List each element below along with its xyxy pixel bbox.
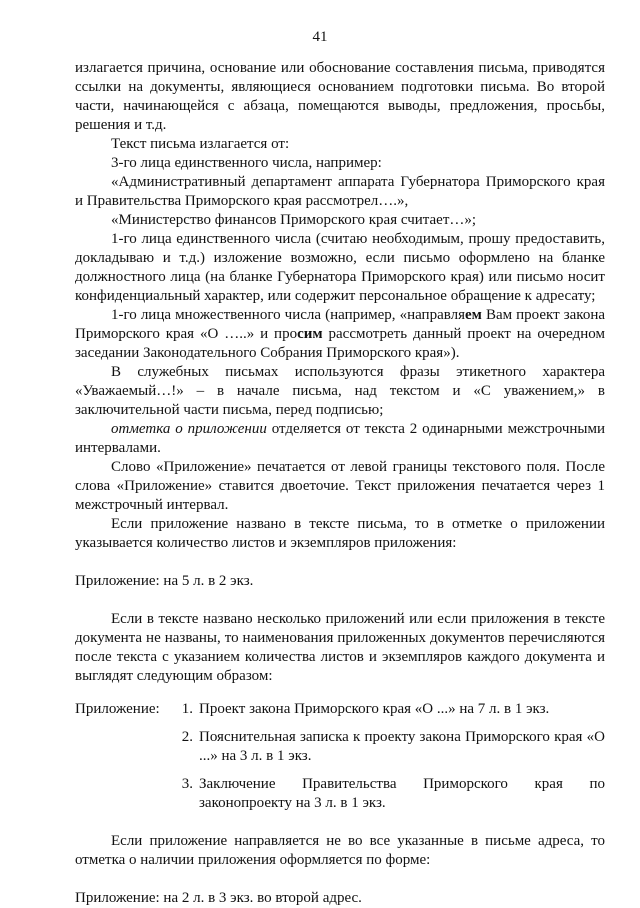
paragraph: «Министерство финансов Приморского края считает…»;	[111, 212, 477, 228]
paragraph: Если приложение названо в тексте письма, то в отметке о приложении указывается количество листов и экземпляров приложения:	[75, 516, 605, 551]
appendix-example: Приложение: на 2 л. в 3 экз. во второй адрес.	[75, 890, 362, 906]
appendix-example: Приложение: на 5 л. в 2 экз.	[75, 573, 254, 589]
appendix-label-empty	[75, 775, 175, 813]
paragraph: Если в тексте названо несколько приложений или если приложения в тексте документа не названы, то наименования приложенных документов перечисляются после текста с указанием количества листов и экземпляров каждого документа и выглядят следующим образом:	[75, 611, 605, 684]
text-run: отделяется от текста 2 одинарными межстрочными интервалами.	[75, 421, 605, 456]
appendix-item-number: 1.	[181, 701, 193, 717]
appendix-item-number: 3.	[181, 776, 193, 792]
appendix-item-text: Пояснительная записка к проекту закона Приморского края «О ...» на 3 л. в 1 экз.	[199, 729, 605, 764]
paragraph: Если приложение направляется не во все указанные в письме адреса, то отметка о наличии приложения оформляется по форме:	[75, 833, 605, 868]
document-body	[75, 59, 605, 908]
text-run: рассмотреть данный проект на очередном заседании Законодательного Собрания Приморского края»).	[75, 326, 605, 361]
paragraph: «Административный департамент аппарата Губернатора Приморского края и Правительства Приморского края рассмотрел….»,	[75, 174, 605, 209]
page-number: 41	[312, 29, 328, 45]
text-run: 1-го лица множественного числа (например, «направля	[111, 307, 466, 323]
paragraph	[75, 420, 605, 458]
paragraph: 3-го лица единственного числа, например:	[111, 155, 382, 171]
paragraph: Текст письма излагается от:	[111, 136, 290, 152]
appendix-item-number: 2.	[181, 729, 193, 745]
appendix-label: Приложение:	[75, 701, 160, 717]
paragraph: 1-го лица единственного числа (считаю необходимым, прошу предоставить, докладываю и т.д.) изложение возможно, если письмо оформлено на бланке должностного лица (на бланке Губернатора Приморского края) или письмо носит конфиденциальный характер, или содержит персональное обращение к адресату;	[75, 231, 605, 304]
paragraph: излагается причина, основание или обоснование составления письма, приводятся ссылки на документы, являющиеся основанием подготовки письма. Во второй части, начинающейся с абзаца, помещаются выводы, предложения, просьбы, решения и т.д.	[75, 60, 605, 133]
text-run: Вам проект закона Приморского края «О …..» и про	[75, 307, 605, 342]
paragraph	[75, 306, 605, 363]
appendix-label-empty	[75, 728, 175, 766]
paragraph: Слово «Приложение» печатается от левой границы текстового поля. После слова «Приложение» ставится двоеточие. Текст приложения печатается через 1 межстрочный интервал.	[75, 459, 605, 513]
spacer	[75, 719, 605, 728]
spacer	[75, 766, 605, 775]
appendix-item-text: Заключение Правительства Приморского края по законопроекту на 3 л. в 1 экз.	[199, 776, 605, 811]
bold-run: сим	[297, 326, 323, 342]
appendix-item-text: Проект закона Приморского края «О ...» на 7 л. в 1 экз.	[199, 701, 550, 717]
italic-run: отметка о приложении	[111, 421, 267, 437]
bold-run: ем	[465, 307, 482, 323]
appendix-list	[75, 700, 605, 813]
paragraph: В служебных письмах используются фразы этикетного характера «Уважаемый…!» – в начале письма, над текстом и «С уважением,» в заключительной части письма, перед подписью;	[75, 364, 605, 418]
